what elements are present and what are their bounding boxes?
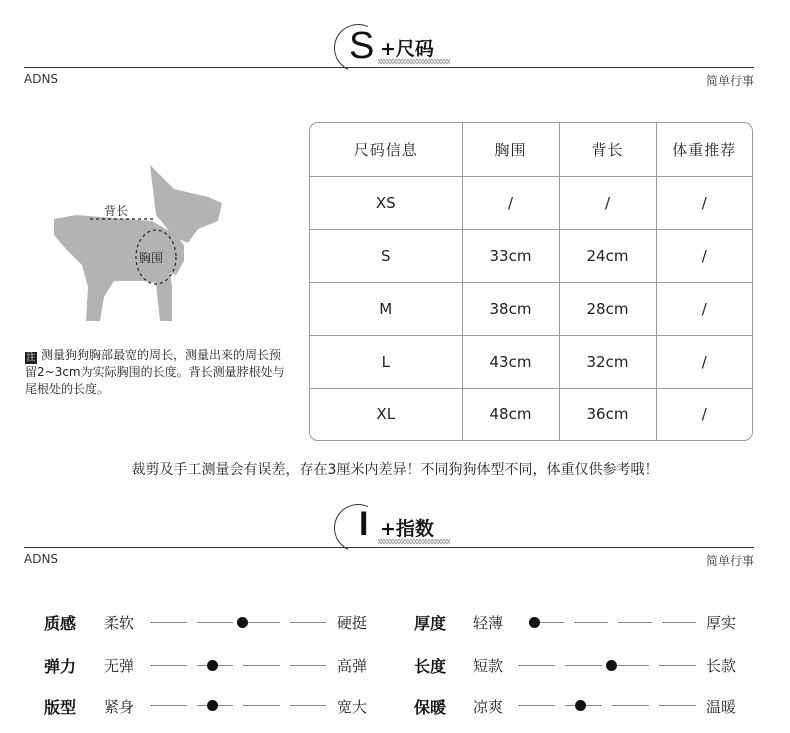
index-track-segment bbox=[659, 665, 696, 666]
index-track-segment bbox=[518, 665, 555, 666]
chest-label: 胸围 bbox=[139, 251, 164, 265]
index-level-dot bbox=[207, 700, 218, 711]
table-header-row bbox=[310, 123, 752, 176]
index-level-dot bbox=[237, 617, 248, 628]
index-track-segment bbox=[290, 705, 327, 706]
cell-size: M bbox=[310, 282, 462, 335]
cell-back: 32cm bbox=[559, 335, 656, 388]
cell-back: 28cm bbox=[559, 282, 656, 335]
cell-size: XL bbox=[310, 388, 462, 440]
measurement-note bbox=[25, 347, 285, 398]
index-track-segment bbox=[618, 622, 652, 623]
index-high: 长款 bbox=[706, 657, 737, 675]
dog-silhouette bbox=[52, 163, 232, 323]
index-high: 硬挺 bbox=[337, 614, 368, 632]
cell-back: 36cm bbox=[559, 388, 656, 440]
cell-size: XS bbox=[310, 176, 462, 229]
index-low: 轻薄 bbox=[473, 614, 504, 632]
table-row bbox=[310, 229, 752, 282]
index-level-dot bbox=[575, 700, 586, 711]
table-row bbox=[310, 388, 752, 440]
index-high: 厚实 bbox=[706, 614, 737, 632]
cell-chest: 43cm bbox=[462, 335, 559, 388]
size-section-title: +尺码 bbox=[380, 38, 434, 60]
zigzag-decoration bbox=[378, 538, 452, 545]
header-chest: 胸围 bbox=[462, 123, 559, 176]
index-track-segment bbox=[574, 622, 608, 623]
index-level-dot bbox=[529, 617, 540, 628]
index-label: 保暖 bbox=[414, 698, 447, 717]
note-text: 测量狗狗胸部最宽的周长，测量出来的周长预留2~3cm为实际胸围的长度。背长测量脖根处与尾根处的长度。 bbox=[25, 348, 285, 396]
index-low: 柔软 bbox=[104, 614, 135, 632]
index-high: 高弹 bbox=[337, 657, 368, 675]
cell-chest: / bbox=[462, 176, 559, 229]
index-track-segment bbox=[243, 705, 280, 706]
brand-right: 简单行事 bbox=[705, 554, 754, 568]
index-track-segment bbox=[290, 622, 327, 623]
brand-left: ADNS bbox=[24, 552, 59, 566]
index-track-segment bbox=[150, 665, 187, 666]
index-low: 紧身 bbox=[104, 698, 135, 716]
back-length-label: 背长 bbox=[104, 204, 129, 218]
index-label: 版型 bbox=[44, 698, 77, 717]
index-section-title: +指数 bbox=[380, 518, 434, 540]
section-divider bbox=[24, 547, 754, 548]
cell-weight: / bbox=[656, 229, 752, 282]
table-row bbox=[310, 335, 752, 388]
index-track-segment bbox=[243, 665, 280, 666]
index-track-segment bbox=[290, 665, 327, 666]
cell-chest: 48cm bbox=[462, 388, 559, 440]
size-section-letter: S bbox=[349, 25, 375, 67]
index-track-segment bbox=[518, 705, 555, 706]
section-divider bbox=[24, 67, 754, 68]
cell-weight: / bbox=[656, 282, 752, 335]
index-track-segment bbox=[243, 622, 280, 623]
header-back: 背长 bbox=[559, 123, 656, 176]
index-track-segment bbox=[612, 665, 649, 666]
cell-weight: / bbox=[656, 335, 752, 388]
index-low: 无弹 bbox=[104, 657, 135, 675]
zigzag-decoration bbox=[378, 58, 452, 65]
cell-weight: / bbox=[656, 176, 752, 229]
header-size: 尺码信息 bbox=[310, 123, 462, 176]
brand-right: 简单行事 bbox=[705, 74, 754, 88]
index-low: 短款 bbox=[473, 657, 504, 675]
cell-chest: 33cm bbox=[462, 229, 559, 282]
index-label: 厚度 bbox=[414, 614, 447, 633]
index-label: 弹力 bbox=[44, 657, 77, 676]
cell-size: L bbox=[310, 335, 462, 388]
note-marker: 注 bbox=[26, 353, 36, 363]
index-high: 温暖 bbox=[706, 698, 737, 716]
index-label: 长度 bbox=[414, 657, 447, 676]
cell-weight: / bbox=[701, 405, 707, 424]
index-level-dot bbox=[207, 660, 218, 671]
index-track-segment bbox=[150, 622, 187, 623]
index-track-segment bbox=[659, 705, 696, 706]
index-section-letter: I bbox=[359, 505, 369, 543]
disclaimer-text: 裁剪及手工测量会有误差，存在3厘米内差异！不同狗狗体型不同，体重仅供参考哦！ bbox=[131, 462, 659, 478]
index-track-segment bbox=[565, 665, 602, 666]
index-track-segment bbox=[612, 705, 649, 706]
brand-left: ADNS bbox=[24, 72, 59, 86]
index-track-segment bbox=[197, 622, 234, 623]
table-row bbox=[310, 176, 752, 229]
index-high: 宽大 bbox=[337, 698, 368, 716]
index-track-segment bbox=[150, 705, 187, 706]
table-row bbox=[310, 282, 752, 335]
size-table bbox=[309, 122, 753, 441]
cell-size: S bbox=[310, 229, 462, 282]
index-label: 质感 bbox=[44, 614, 77, 633]
cell-chest: 38cm bbox=[462, 282, 559, 335]
index-track-segment bbox=[662, 622, 696, 623]
cell-back: 24cm bbox=[559, 229, 656, 282]
index-low: 凉爽 bbox=[473, 698, 504, 716]
index-level-dot bbox=[606, 660, 617, 671]
cell-back: / bbox=[559, 176, 656, 229]
header-weight: 体重推荐 bbox=[656, 123, 752, 176]
